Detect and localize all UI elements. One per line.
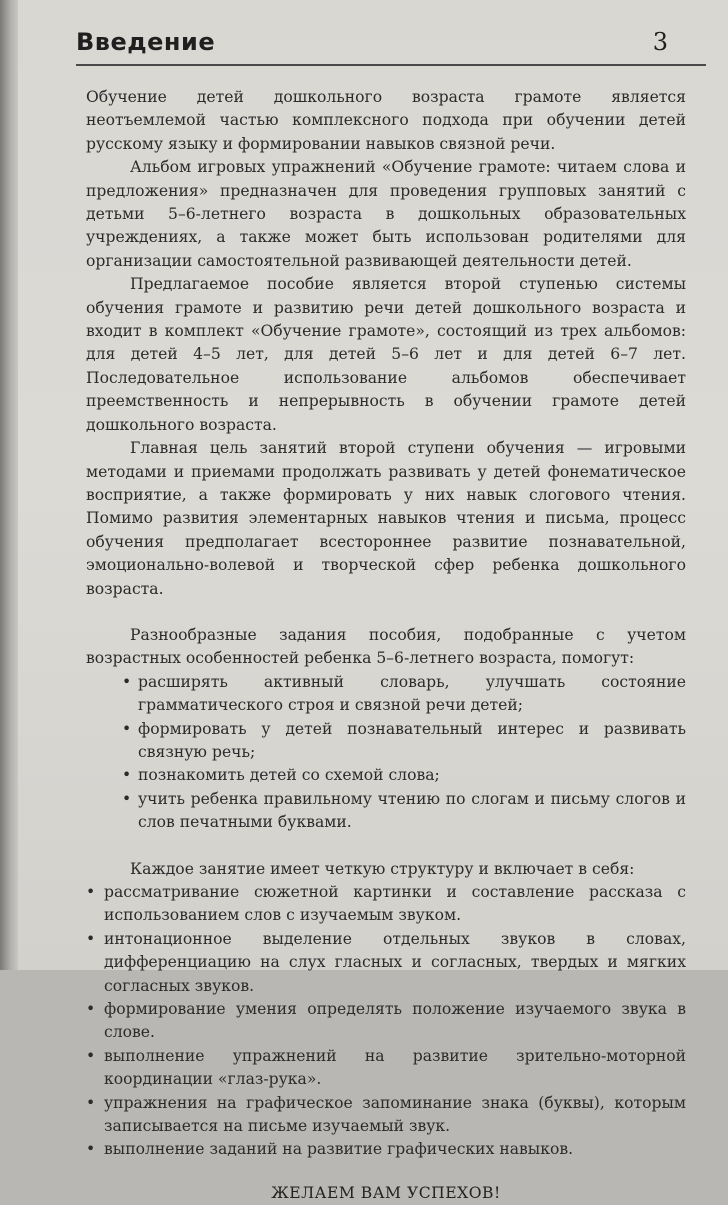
structure-intro: Каждое занятие имеет четкую структуру и включает в себя: [130,859,635,878]
bullet-icon: • [86,1140,96,1159]
page-body [86,86,686,1205]
paragraph-gap [86,835,686,858]
paragraph-intro: Обучение детей дошкольного возраста грамоте является неотъемлемой частью комплексного подхода при обучении детей русскому языку и формировании навыков связной речи. [86,88,686,153]
bullet-icon: • [122,766,132,785]
header-rule [76,64,706,66]
paragraph-goal: Главная цель занятий второй ступени обучения — игровыми методами и приемами продолжать развивать у детей фонематическое восприятие, а также формировать у них навык слогового чтения. Помимо развития элементарных навыков чтения и письма, процесс обучения предполагает всестороннее развитие познавательной, эмоционально-волевой и творческой сфер ребенка дошкольного возраста. [86,439,686,598]
bullet-icon: • [86,883,96,901]
list-item [86,881,686,928]
list-item-text: формировать у детей познавательный интерес и развивать связную речь; [138,719,686,761]
book-page [18,0,728,1202]
paragraph-gap [86,601,686,624]
list-item [86,928,686,998]
structure-list [86,881,686,1162]
bullet-icon: • [122,789,132,808]
list-item-text: познакомить детей со схемой слова; [138,766,440,785]
list-item-text: выполнение заданий на развитие графических навыков. [104,1140,574,1159]
list-item-text: интонационное выделение отдельных звуков в словах, дифференциацию на слух гласных и согласных, твердых и мягких согласных звуков. [104,929,686,995]
closing-line: ЖЕЛАЕМ ВАМ УСПЕХОВ! [271,1183,501,1202]
list-item-text: рассматривание сюжетной картинки и составление рассказа с использованием слов с изучаемым звуком. [104,883,686,925]
list-item [86,998,686,1045]
list-item [86,1045,686,1092]
list-item-text: формирование умения определять положение изучаемого звука в слове. [104,1000,686,1042]
list-item-text: расширять активный словарь, улучшать состояние грамматического строя и связной речи детей; [138,672,686,715]
paragraph-tasks: Разнообразные задания пособия, подобранные с учетом возрастных особенностей ребенка 5–6-летнего возраста, помогут: [86,625,686,668]
bullet-icon: • [86,929,96,948]
list-item [86,671,686,718]
list-item [86,718,686,765]
page-header [76,28,706,68]
help-list [86,671,686,835]
book-spine [0,0,18,970]
bullet-icon: • [86,1000,96,1019]
list-item-text: выполнение упражнений на развитие зрительно-моторной координации «глаз-рука». [104,1046,686,1089]
bullet-icon: • [86,1093,96,1112]
list-item-text: упражнения на графическое запоминание знака (буквы), которым записывается на письме изучаемый звук. [104,1093,686,1136]
paragraph-album: Альбом игровых упражнений «Обучение грамоте: читаем слова и предложения» предназначен для проведения групповых занятий с детьми 5–6-летнего возраста в дошкольных образовательных учреждениях, а также может быть использован родителями для организации самостоятельной развивающей деятельности детей. [86,158,686,270]
bullet-icon: • [122,719,132,738]
list-item [86,1092,686,1139]
page-title: Введение [76,28,216,56]
bullet-icon: • [122,672,132,691]
list-item [86,764,686,787]
list-item-text: учить ребенка правильному чтению по слогам и письму слогов и слов печатными буквами. [138,789,686,832]
bullet-icon: • [86,1046,96,1065]
list-item [86,1138,686,1161]
paragraph-manual: Предлагаемое пособие является второй ступенью системы обучения грамоте и развитию речи детей дошкольного возраста и входит в комплект «Обучение грамоте», состоящий из трех альбомов: для детей 4–5 лет, для детей 5–6 лет и для детей 6–7 лет. Последовательное использование альбомов обеспечивает преемственность и непрерывность в обучении грамоте детей дошкольного возраста. [86,275,686,434]
list-item [86,788,686,835]
page-number: 3 [652,28,668,56]
